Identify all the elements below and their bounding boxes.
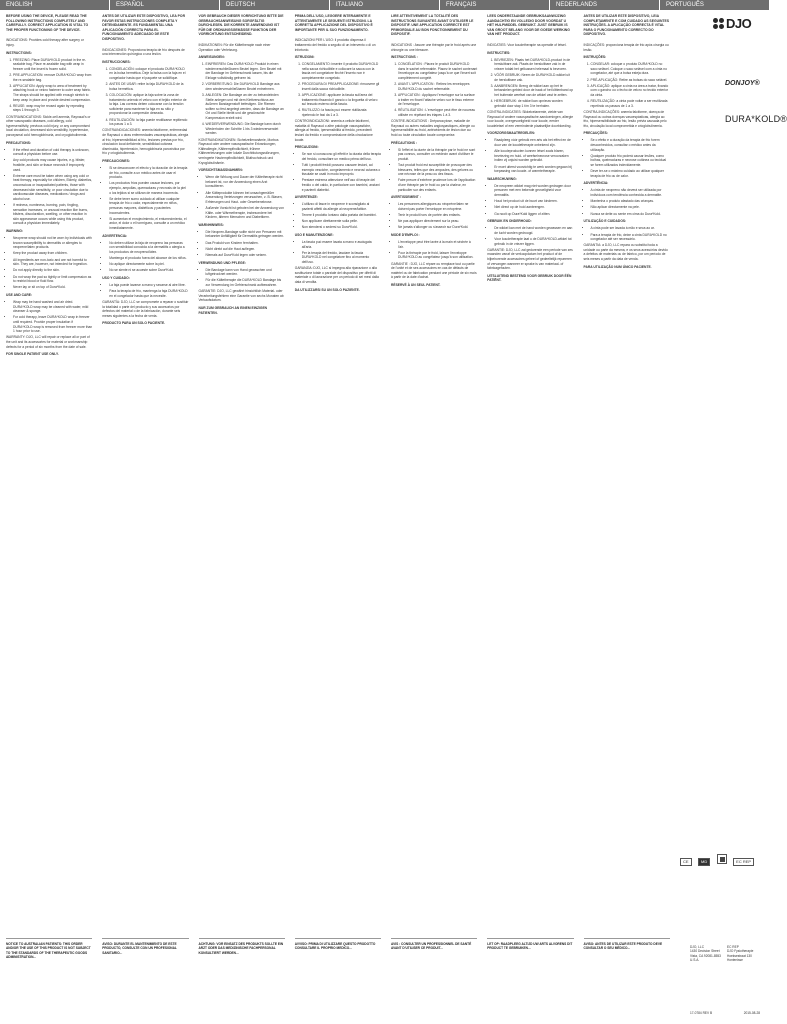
precaution-item: • Tutti i prodotti freddi possono causare lesioni, ad esempio vesciche, congelamento e necrosi cutanea o tissutale se usati in modo improprio. <box>302 163 381 177</box>
use-care-item: • Die Bandage kann von Hand gewaschen und luftgetrocknet werden. <box>206 268 285 277</box>
warnings-list <box>102 241 188 273</box>
single-patient-text: PARA UTILIZAÇÃO NUM ÚNICO PACIENTE. <box>583 264 652 269</box>
instruction-step: 3. APPLICAZIONE: applicare la fascia sull'area del trattamento fissando il gancio o la linguetta di velcro sul tessuto esterno della fascia. <box>302 93 381 107</box>
language-bar <box>0 0 770 10</box>
footer-notice <box>578 935 674 990</box>
indications-text: INDICACIONES: Proporciona terapia de frío después de una intervención quirúrgica o una lesión. <box>102 47 185 57</box>
precaution-item: • Wenn die Wirkung und Dauer der Kältetherapie nicht bekannt ist, vor der Anwendung einen Arzt konsultieren. <box>206 175 285 189</box>
single-patient-text: NUR ZUM GEBRAUCH AN EINEM EINZIGEN PATIENTEN. <box>198 306 268 315</box>
instruction-step: 2. VÓÓR GEBRUIK: Neem de DURA*KOLD-wikkel uit de hersluitbare zak. <box>494 73 573 82</box>
instruction-step: 1. CONGÉLATION : Placez le produit DURA*KOLD dans le sachet refermable. Placez le sachet contenant l'enveloppe au congélateur jusqu'à ce que l'insert soit complètement congelé. <box>398 62 477 80</box>
precautions-list <box>199 175 285 220</box>
precautions-title: PRECAUÇÕES: <box>583 131 608 136</box>
use-care-item: • Para a terapia de frio, deixe a cinta DURA*KOLD no congelador até ser necessário. <box>591 233 670 242</box>
use-care-list <box>391 240 477 260</box>
use-care-item: • Pour la thérapie par le froid, laisser l'enveloppe DURA*KOLD au congélateur jusqu'à son utilisation. <box>398 251 477 260</box>
warning-item: • Ne pas appliquer directement sur la peau. <box>398 219 477 224</box>
instruction-step: 3. APPLICATION : Appliquez l'enveloppe sur la surface à traiter en fixant l'attache velcro sur le tissu externe de l'enveloppe. <box>398 93 477 107</box>
revision-date: 2015-08-28 <box>743 1011 760 1015</box>
address-line: DJO Fysiotherapie <box>726 949 754 954</box>
warning-item: • A cinta de neopreno não deverá ser utilizada por indivíduos com tendência conhecida a dermatite. <box>591 188 670 197</box>
instruction-step: 3. APLICAÇÃO: aplique a cinta na área a tratar, fixando com o gancho ou o fecho de velcro no tecido exterior da cinta. <box>591 84 670 98</box>
column-header: VOR GEBRAUCH DIESER VORRICHTUNG BITTE DIE GEBRAUCHSANWEISUNG SORGFÄLTIG DURCHLESEN. DIE KORREKTE ANWENDUNG IST FÜR DIE ORDNUNGSGEMÄSSE FUNKTION DER VORRICHTUNG ENTSCHEIDEND. <box>198 14 284 37</box>
address-line: DJO, LLC <box>690 945 704 949</box>
precautions-list <box>584 138 670 178</box>
instruction-step: 2. ANTES DE USAR: retire la faja DURA*KOLD de la bolsa hermética. <box>109 82 188 91</box>
precautions-list <box>391 148 477 193</box>
warning-item: • Neoprene wrap should not be worn by individuals with known susceptibility to dermatitis or allergies to neoprene/latex products. <box>13 236 92 250</box>
footer-notice-text: AVISO: DURANTE EL MANTENIMIENTO DE ESTE PRODUCTO, CONSULTE CON UN PROFESIONAL SANITARIO... <box>102 938 188 974</box>
use-care-title: USO Y CUIDADO: <box>102 275 130 280</box>
warnings-list <box>6 236 92 290</box>
language-tab-french: FRANÇAIS <box>440 0 550 10</box>
column-header: LEES ONDERSTAANDE GEBRUIKSAANWIJZING AANDACHTIG EN VOLLEDIG DOOR VOORDAT U HET HULPMIDDEL GEBRUIKT. JUIST GEBRUIK IS VAN GROOT BELANG VOOR DE GOEDE WERKING VAN HET PRODUCT. <box>487 14 570 37</box>
instruction-step: 4. HERGEBRUIK: de wikkel kan opnieuw worden gebruikt door stap 1 t/m 3 te herhalen. <box>494 99 573 108</box>
instructions-list <box>199 62 285 136</box>
manufacturer-address <box>690 945 768 963</box>
footer-notice <box>96 935 192 990</box>
instructions-list <box>295 62 381 117</box>
precaution-item: • Se o efeito e a duração da terapia de frio forem desconhecidos, consultar o médico antes da utilização. <box>591 138 670 152</box>
warranty-text: GARANZIA: DJO, LLC si impegna alla riparazione o alla sostituzione totale o parziale del dispositivo per difetti di materiale o di lavorazione per un periodo di sei mesi dalla data di vendita. <box>294 266 379 285</box>
instruction-step: 4. REUTILIZACIÓN: la faja puede reutilizarse repitiendo los pasos 1 a 3. <box>109 118 188 127</box>
footer-notice-text: ACHTUNG: VOR EINSATZ DES PRODUKTS SOLLTE EIN ARZT ODER DAS MEDIZINISCHE FACHPERSONAL KONSULTIERT WERDEN... <box>199 938 285 974</box>
use-care-list <box>6 300 92 334</box>
warning-item: • Do not wrap the pad so tightly or limit compression as to restrict blood or fluid flow. <box>13 275 92 284</box>
use-care-list <box>199 268 285 288</box>
footer-notice <box>385 935 481 990</box>
instruction-step: 1. CONGELAR: coloque o produto DURA*KOLD no saco selável. Coloque o saco selável com a cinta no congelador, até que a bolsa esteja dura. <box>591 62 670 76</box>
column-header: ANTES DE UTILIZAR ESTE DISPOSITIVO, LEA POR FAVOR ESTAS INSTRUCCIONES COMPLETA Y DETENIDAMENTE. ES FUNDAMENTAL UNA APLICACIÓN CORRECTA PARA EL FUNCIONAMIENTO ADECUADO DE ESTE DISPOSITIVO. <box>102 14 186 41</box>
footer-notice <box>193 935 289 990</box>
precaution-item: • Se non si conoscono gli effetti e la durata della terapia del freddo, consultare un medico prima dell'uso. <box>302 152 381 161</box>
instruction-step: 2. PRÉ-APLICAÇÃO: Retire as bolsas do saco selável. <box>591 78 670 83</box>
precautions-title: PRÉCAUTIONS : <box>391 140 418 145</box>
use-care-item: • L'enveloppe peut être lavée à la main et séchée à l'air. <box>398 240 477 249</box>
instructions-title: ANWEISUNGEN: <box>198 55 225 60</box>
contraindications-text: CONTRE-INDICATIONS : Drépanocytose, maladie de Raynaud ou autres maladies angiospastiques, allergie ou hypersensibilité au froid, antécédents de lésion due au froid ou toute circulation locale compromise. <box>391 119 475 137</box>
warning-item: • Tenir le produit hors de portée des enfants. <box>398 213 477 218</box>
precaution-item: • Extreme care must be taken when using any cold or heat therapy, especially for children, Elderly, diabetics, unconscious or incapacitated patients, those with decreased skin sensitivity, or poor circulation due to cardiovascular diseases, medications / drugs and alcohol use. <box>13 174 92 202</box>
use-care-list <box>487 226 573 246</box>
instruction-step: 1. CONGELAMENTO: inserire il prodotto DURA*KOLD nella sacca richiudibile e collocare la sacca con la fascia nel congelatore finché l'inserto non è completamente congelato. <box>302 62 381 80</box>
warning-item: • Não aplicar directamente na pele. <box>591 205 670 210</box>
language-tab-portuguese: PORTUGUÊS <box>660 0 770 10</box>
djo-logo <box>713 16 751 31</box>
warranty-text: GARANTIE: DJO, LLC zal gedurende een periode van zes maanden vanaf de verkoopdatum het product of de bijbehorende accessoires geheel of gedeeltelijk repareren of vervangen wanneer er sprake is van materiaal- of fabricagefouten. <box>487 247 573 271</box>
footer-notice-text: LET OP: RAADPLEEG ALTIJD UW ARTS ALVORENS DIT PRODUCT TE GEBRUIKEN... <box>487 938 573 974</box>
precaution-item: • Si se desconocen el efecto y la duración de la terapia de frío, consulte a un médico antes de usar el producto. <box>109 166 188 180</box>
single-patient-text: FOR SINGLE PATIENT USE ONLY. <box>6 352 59 357</box>
use-care-item: • A cinta pode ser lavada à mão e seca ao ar. <box>591 226 670 231</box>
language-column <box>481 14 577 894</box>
warning-item: • No aplique directamente sobre la piel. <box>109 262 188 267</box>
contraindications-text: CONTRAINDICATIONS: Sickle-cell anemia, Raynaud's or other vasospastic diseases, cold allergy, cold hypersensitivity, previous cold injury, or any compromised local circulation, decreased skin sensibility, hypertension, paroxysmal cold hemoglobinuria, and cryoglobulinemia. <box>6 114 91 137</box>
contraindications-text: CONTRA-INDICATIES: Sikkelcelanemie, ziekte van Raynaud of andere vasospastische aandoeningen, allergie voor koude, overgevoeligheid voor koude, eerder koudeletsel of een verminderde plaatselijke doorbloeding. <box>487 109 574 128</box>
instruction-step: 3. APPLICATION: Apply wrap to area of treatment by attaching hook or velcro fastener to outer wrap fabric. The straps should be applied with enough stretch to keep wrap in place and provide desired compression. <box>13 84 92 102</box>
address-line: Hoeksestraat 130 <box>726 953 752 958</box>
footer-notice <box>481 935 577 990</box>
instruction-columns <box>0 14 770 894</box>
footer-notice-text: NOTICE TO AUSTRALIAN PATIENTS: THIS ORDER AND/OR THE USE OF THIS PRODUCT IS NOT SUBJECT TO THE STANDARDS OF THE THERAPEUTIC GOODS ADMINISTRATION... <box>6 938 92 974</box>
warning-item: • Tenere il prodotto lontano dalla portata dei bambini. <box>302 213 381 218</box>
warning-item: • No se siente ni se acueste sobre Dura*Kold. <box>109 268 188 273</box>
precaution-item: • Faire preuve d'extrême prudence lors de l'application d'une thérapie par le froid ou par la chaleur, en particulier sur des enfants. <box>398 178 477 192</box>
contraindications-text: CONTROINDICAZIONI: anemia a cellule falciformi, malattia di Raynaud o altre patologie vasospastiche, allergia al freddo, ipersensibilità al freddo, precedenti lesioni da freddo e compromissione della circolazione locale. <box>294 119 373 142</box>
precaution-item: • Prestare estrema attenzione nell'uso di terapie del freddo o del caldo, in particolare con bambini, anziani e pazienti diabetici. <box>302 178 381 192</box>
use-care-item: • Para la terapia de frío, mantenga la faja DURA*KOLD en el congelador hasta que la necesite. <box>109 289 188 298</box>
single-patient-text: DA UTILIZZARSI SU UN SOLO PAZIENTE. <box>294 287 360 292</box>
use-care-title: GEBRUIK EN ONDERHOUD: <box>487 219 532 224</box>
warning-item: • Mantenga el producto fuera del alcance de los niños. <box>109 256 188 261</box>
contraindications-text: CONTRAINDICACIONES: anemia falciforme, enfermedad de Raynaud u otras enfermedades vasoespásticas, alergia al frío, hipersensibilidad al frío, lesiones previas por frío, circulación local deficiente, sensibilidad cutánea disminuida, hipertensión, hemoglobinuria paroxística por frío y crioglobulinemia. <box>102 128 189 156</box>
part-number-line <box>0 1011 770 1015</box>
warranty-text: GARANTIE : DJO, LLC répare ou remplace tout ou partie de l'unité et de ses accessoires en cas de défauts de matériel ou de fabrication pendant une période de six mois à partir de la date d'achat. <box>391 261 477 280</box>
warranty-text: GARANTÍA: DJO, LLC se compromete a reparar o sustituir la totalidad o parte del producto y sus accesorios por defectos del material o de la fabricación, durante seis meses siguientes a la fecha de venta. <box>102 300 189 318</box>
warnings-list <box>487 184 573 216</box>
warning-item: • All ingredients are non-toxic and are not harmful to skin. They are, however, not intended for ingestion. <box>13 258 92 267</box>
language-tab-german: DEUTSCH <box>220 0 330 10</box>
product-name: DURA*KOLD® <box>725 114 787 124</box>
instructions-list <box>487 58 573 109</box>
address-line: 1430 Decision Street <box>690 949 720 954</box>
warnings-list <box>391 202 477 230</box>
warning-title: ADVERTENCIA: <box>102 233 128 238</box>
precaution-item: • Los productos fríos pueden causar lesiones, por ejemplo, ampollas, quemaduras y necrosis de la piel o los tejidos si se utilizan de manera incorrecta. <box>109 181 188 195</box>
instruction-step: 4. REUSE: wrap may be reused again by repeating steps 1 through 3. <box>13 104 92 113</box>
footer-notice-text: AVVISO: PRIMA DI UTILIZZARE QUESTO PRODOTTO CONSULTARE IL PROPRIO MEDICO... <box>295 938 381 974</box>
indications-text: INDICAÇÕES: proporciona terapia de frio após cirurgia ou lesão. <box>583 42 669 52</box>
use-care-item: • La faja puede lavarse a mano y secarse al aire libre. <box>109 283 188 288</box>
use-care-title: UTILIZAÇÃO E CUIDADOS: <box>583 219 627 224</box>
precautions-title: VORSICHTSMASSNAHMEN: <box>198 168 243 173</box>
warning-item: • Ga nooit op Dura*Kold liggen of zitten. <box>494 212 573 217</box>
warning-item: • Keep the product away from children. <box>13 251 92 256</box>
contraindications-text: CONTRA-INDICAÇÕES: anemia falciforme, doença de Raynaud ou outras doenças vasoespásticas, alergia ao frio, hipersensibilidade ao frio, lesão prévia causada pelo frio, circulação local comprometida e crioglobulinemia. <box>583 109 667 128</box>
language-column <box>578 14 674 894</box>
regulatory-symbols <box>680 850 760 868</box>
warnings-list <box>584 188 670 216</box>
instructions-list <box>6 58 92 113</box>
instruction-step: 4. REUTILIZAÇÃO: a cinta pode voltar a ser reutilizada repetindo os passos de 1 a 3. <box>591 99 670 108</box>
address-line: U.S.A. <box>690 958 700 963</box>
md-mark: MD <box>698 858 710 866</box>
column-header: PRIMA DELL'USO, LEGGERE INTERAMENTE E ATTENTAMENTE LE SEGUENTI ISTRUZIONI. LA CORRETTA APPLICAZIONE DEL DISPOSITIVO È IMPORTANTE PER IL SUO FUNZIONAMENTO. <box>294 14 373 32</box>
precaution-item: • Alle koudeproducten kunnen letsel zoals blaren, bevriezing en huid- of weefselnecrose veroorzaken indien zij onjuist worden gebruikt. <box>494 149 573 163</box>
indications-text: INDICATIONS: Provides cold therapy after surgery or injury. <box>6 38 84 47</box>
instructions-list <box>391 62 477 117</box>
instruction-step: 2. VORBEREITUNG: Die DURA*KOLD Bandage aus dem wiederverschließbaren Beutel entnehmen. <box>206 82 285 91</box>
instruction-step: 1. BEVRIEZEN: Plaats het DURA*KOLD-product in de hersluitbare zak. Plaats de hersluitbare zak in de vriezer totdat het gelkussen helemaal is bevroren. <box>494 58 573 72</box>
use-care-title: USO E MANUTENZIONE: <box>294 233 334 237</box>
contraindications-text: KONTRAINDIKATIONEN: Sichelzellenanämie, Morbus Raynaud oder andere vasospastische Erkrankungen, Kälteallergie, Kälteempfindlichkeit, frühere Kälteverletzungen oder lokale Durchblutungsstörungen, verringerte Hautempfindlichkeit, Bluthochdruck und Kryoglobulinämie. <box>198 137 280 165</box>
precaution-item: • Alle Kälteprodukte können bei unsachgemäßer Anwendung Verletzungen verursachen, z. B. Blasen, Erfrierungen und Haut- oder Gewebenekrose. <box>206 191 285 205</box>
instructions-title: INSTRUÇÕES: <box>583 55 607 60</box>
language-column <box>193 14 289 894</box>
address-line: Hontenisse <box>726 958 743 963</box>
precaution-item: • Qualquer produto frio poderá causar lesões, como bolhas, queimaduras e necrose cutânea ou tecidual se forem utilizados indevidamente. <box>591 154 670 168</box>
use-care-title: MODE D'EMPLOI : <box>391 233 420 237</box>
warning-item: • Mantenha o produto afastado das crianças. <box>591 199 670 204</box>
warning-item: • Niet direct op de huid aanbrengen. <box>494 205 573 210</box>
language-column <box>385 14 481 894</box>
warranty-text: GARANTIE: DJO, LLC gewährt hinsichtlich Material- oder Verarbeitungsfehlern eine Garantie von sechs Monaten ab Verkaufsdatum. <box>198 289 284 303</box>
instruction-step: 4. WIEDERVERWENDUNG: Die Bandage kann durch Wiederholen der Schritte 1 bis 3 wiederverwendet werden. <box>206 122 285 136</box>
instructions-list <box>102 67 188 127</box>
single-patient-text: UITSLUITEND BESTEMD VOOR GEBRUIK DOOR ÉÉN PATIËNT. <box>487 273 572 283</box>
use-care-title: USE AND CARE: <box>6 292 33 297</box>
instructions-title: INSTRUCCIONES: <box>102 59 131 64</box>
precautions-list <box>6 148 92 226</box>
footer-notice-text: AVIS : CONSULTER UN PROFESSIONNEL DE SANTÉ AVANT D'UTILISER CE PRODUIT... <box>391 938 477 974</box>
use-care-list <box>295 240 381 265</box>
warning-item: • Houd het product uit de buurt van kinderen. <box>494 199 573 204</box>
warning-title: WARNING: <box>6 228 24 233</box>
use-care-title: VERWENDUNG UND PFLEGE: <box>198 260 246 265</box>
use-care-item: • La fascia può essere lavata a mano e asciugata all'aria. <box>302 240 381 249</box>
precaution-item: • Er moet uiterst voorzichtig te werk worden gegaan bij toepassing van koude- of warmtetherapie. <box>494 165 573 174</box>
part-number: 17-0784 REV B <box>690 1011 713 1015</box>
warning-item: • Ne jamais s'allonger ou s'asseoir sur Dura*Kold. <box>398 225 477 230</box>
precaution-item: • Äußerste Vorsicht ist geboten bei der Anwendung von Kälte- oder Wärmetherapie, insbesondere bei Kindern, älteren Menschen und Diabetikern. <box>206 206 285 220</box>
column-header: BEFORE USING THE DEVICE, PLEASE READ THE FOLLOWING INSTRUCTIONS COMPLETELY AND CAREFULLY. CORRECT APPLICATION IS VITAL TO THE PROPER FUNCTIONING OF THE DEVICE. <box>6 14 89 32</box>
warning-item: • Do not apply directly to the skin. <box>13 268 92 273</box>
indications-text: INDIKATIONEN: Für die Kältetherapie nach einer Operation oder Verletzung. <box>198 42 271 52</box>
precautions-list <box>102 166 188 231</box>
precaution-item: • Si aumentan el enrojecimiento, el entumecimiento, el ardor, el dolor o el hormigueo, consulte a un médico inmediatamente. <box>109 217 188 231</box>
precaution-item: • Any cold products may cause injuries, e.g. blister, frostbite, and skin or tissue necrosis if improperly used. <box>13 158 92 172</box>
instruction-step: 4. RIUTILIZZO: la fascia può essere riutilizzata ripetendo le fasi da 1 a 3. <box>302 108 381 117</box>
use-care-item: • Voor koudetherapie laat u de DURA*KOLD-wikkel tot gebruik in de vriezer liggen. <box>494 237 573 246</box>
warning-item: • Non stendersi o sedersi su Dura*Kold. <box>302 225 381 230</box>
footer-notice <box>289 935 385 990</box>
footer-notice-text: AVISO: ANTES DE UTILIZAR ESTE PRODUTO DEVE CONSULTAR O SEU MÉDICO... <box>584 938 670 974</box>
column-header: ANTES DE UTILIZAR ESTE DISPOSITIVO, LEIA COMPLETAMENTE E COM CUIDADO AS SEGUINTES INSTRUÇÕES. A APLICAÇÃO CORRECTA É VITAL PARA O FUNCIONAMENTO CORRECTO DO DISPOSITIVO. <box>583 14 670 37</box>
indications-text: INDICAZIONI PER L'USO: il prodotto dispensa il trattamento del freddo a seguito di un intervento o di un infortunio. <box>294 38 376 52</box>
warning-item: • Nicht direkt auf die Haut auflegen. <box>206 247 285 252</box>
address-line: Vista, CA 92081-8553 <box>690 953 721 958</box>
warning-title: AVERTISSEMENT : <box>391 195 421 200</box>
instruction-step: 2. PRE-APPLICATION: remove DURA*KOLD wrap from the re-sealable bag. <box>13 73 92 82</box>
warning-item: • De neopreen wikkel mag niet worden gedragen door personen met een bekende gevoeligheid voor dermatitis. <box>494 184 573 198</box>
warranty-text: GARANTIA: a DJO, LLC repara ou substitui toda a unidade ou parte da mesma, e os seus acessórios devido a defeitos de materiais ou de fabrico, por um período de seis meses a partir da data de venda. <box>583 243 668 262</box>
ce-mark: CE <box>680 858 692 866</box>
donjoy-brand: DONJOY® <box>725 80 760 87</box>
language-tab-dutch: NEDERLANDS <box>550 0 660 10</box>
warnings-list <box>199 230 285 258</box>
column-header: LIRE ATTENTIVEMENT LA TOTALITÉ DES INSTRUCTIONS SUIVANTES AVANT D'UTILISER LE DISPOSITIF. UNE APPLICATION CORRECTE EST PRIMORDIALE AU BON FONCTIONNEMENT DU DISPOSITIF. <box>391 14 474 37</box>
use-care-list <box>584 226 670 241</box>
precaution-item: • Se debe tener sumo cuidado al utilizar cualquier terapia de frío o calor, especialmente en niños, personas mayores, diabéticos y pacientes inconscientes. <box>109 197 188 215</box>
warning-title: WAARSCHUWING: <box>487 176 517 181</box>
instruction-step: 1. EINFRIEREN: Das DURA*KOLD Produkt in einen wiederverschließbaren Beutel legen. Den Beutel mit der Bandage im Gefrierschrank lassen, bis die Einlage vollständig gefroren ist. <box>206 62 285 80</box>
use-care-list <box>102 283 188 298</box>
instruction-step: 3. AANBRENGEN: Breng de wikkel aan op het te behandelen gebied door de haak of het klittenband op het buitenste weefsel van de wikkel vast te zetten. <box>494 84 573 98</box>
manufacturer-icon <box>717 854 727 864</box>
use-care-item: • Für die Kältetherapie die DURA*KOLD Bandage bis zur Verwendung im Gefrierschrank aufbewahren. <box>206 278 285 287</box>
warning-title: ADVERTÊNCIA: <box>583 181 609 186</box>
instruction-step: 2. PROCEDURA DI PREAPPLICAZIONE: rimuovere gli inserti dalla sacca richiudibile. <box>302 82 381 91</box>
ec-rep-mark: EC REP <box>733 858 754 866</box>
warning-item: • Niemals auf Dura*Kold legen oder setzen. <box>206 253 285 258</box>
instruction-step: 1. CONGELACIÓN: coloque el producto DURA*KOLD en la bolsa hermética. Deje la bolsa con la faja en el congelador hasta que el paquete se solidifique. <box>109 67 188 81</box>
use-care-item: • Per la terapia del freddo, lasciare la fascia DURA*KOLD nel congelatore fino al momento dell'uso. <box>302 251 381 265</box>
warning-item: • No deben utilizar la faja de neopreno las personas con sensibilidad conocida a la dermatitis o alergia a los productos de neopreno/látex. <box>109 241 188 255</box>
precaution-item: • Deve ter-se o máximo cuidado ao utilizar qualquer terapia de frio ou de calor. <box>591 169 670 178</box>
instructions-title: INSTRUCTIONS : <box>391 55 418 60</box>
brand-panel <box>673 14 787 124</box>
language-column <box>0 14 96 894</box>
precaution-item: • Tout produit froid est susceptible de provoquer des blessures, telles que des ampoules, des gelures ou une nécrose de la peau ou des tissus. <box>398 163 477 177</box>
use-care-item: • For cold therapy, leave DURA*KOLD wrap in freezer until required. Provide proper insulation if DURA*KOLD wrap is removed from freezer more than 1 hour prior to use. <box>13 315 92 333</box>
warranty-text: WARRANTY: DJO, LLC will repair or replace all or part of the unit and its accessories for material or workmanship defects for a period of six months from the date of sale. <box>6 335 90 349</box>
precautions-list <box>295 152 381 192</box>
warning-item: • Never lay or sit on top of Dura*Kold. <box>13 285 92 290</box>
instruction-step: 1. FREEZING: Place DURA*KOLD product in the re-sealable bag. Place re-sealable bag with wrap in freezer until the insert is frozen solid. <box>13 58 92 72</box>
indications-text: INDICATIES: Voor koudetherapie na operatie of letsel. <box>487 42 567 47</box>
single-patient-text: PRODUCTO PARA UN SOLO PACIENTE. <box>102 321 166 326</box>
warning-title: WARNHINWEIS: <box>198 222 224 227</box>
precaution-item: • Raadpleeg vóór gebruik een arts als het effect en de duur van de koudetherapie onbekend zijn. <box>494 138 573 147</box>
warning-title: AVVERTENZE: <box>294 195 318 200</box>
single-patient-text: RÉSERVÉ À UN SEUL PATIENT. <box>391 283 441 288</box>
use-care-item: • Wrap may be hand washed and air dried. DURA*KOLD wrap may be cleaned with water, mild cleanser & sponge. <box>13 300 92 314</box>
precaution-item: • Si l'effet et la durée de la thérapie par le froid ne sont pas connus, consulter un médecin avant d'utiliser le produit. <box>398 148 477 162</box>
warning-item: • L'utilizzo di fasce in neoprene è sconsigliato ai pazienti affetti da allergie al neoprene/lattice. <box>302 202 381 211</box>
warning-item: • Die Neopren-Bandage sollte nicht von Personen mit bekannter Anfälligkeit für Dermatitis getragen werden. <box>206 230 285 239</box>
warning-item: • Nunca se deite ou sente em cima do Dura*Kold. <box>591 212 670 217</box>
warnings-list <box>295 202 381 230</box>
instruction-step: 2. AVANT L'APPLICATION : Retirez les enveloppes DURA*KOLD du sachet refermable. <box>398 82 477 91</box>
footer-notices <box>0 935 770 990</box>
instruction-step: 3. COLOCACIÓN: aplique la faja sobre la zona de tratamiento uniendo el velcro con el tejido exterior de la faja. Las correas deben colocarse con la tensión suficiente para mantener la faja en su sitio y proporcionar la compresión deseada. <box>109 93 188 116</box>
instructions-title: INSTRUCTIES: <box>487 50 511 55</box>
precaution-item: • If the effect and duration of cold therapy is unknown, consult a physician before use. <box>13 148 92 157</box>
use-care-item: • De wikkel kan met de hand worden gewassen en aan de lucht worden gedroogd. <box>494 226 573 235</box>
warning-item: • Das Produkt von Kindern fernhalten. <box>206 241 285 246</box>
manufacturer-left <box>690 945 721 963</box>
warning-item: • Les personnes allergiques au néoprène/latex ne doivent pas porter l'enveloppe en néoprène. <box>398 202 477 211</box>
footer-notice <box>0 935 96 990</box>
precautions-list <box>487 138 573 173</box>
precautions-title: PRECAUTIONS: <box>6 140 32 145</box>
instructions-title: INSTRUCTIONS: <box>6 50 32 55</box>
instructions-title: ISTRUZIONI: <box>294 55 315 60</box>
precautions-title: PRECAUZIONI: <box>294 145 319 150</box>
language-column <box>96 14 192 894</box>
language-tab-italian: ITALIANO <box>330 0 440 10</box>
indications-text: INDICATIONS : Assure une thérapie par le froid après une chirurgie ou une blessure. <box>391 42 477 52</box>
precaution-item: • If redness, numbness, burning, pain, tingling, sensation increases, or unusual reaction like burns, blisters, discoloration, swelling, or other reaction in skin appearance occurs while using this product, consult a physician immediately. <box>13 203 92 226</box>
language-column <box>289 14 385 894</box>
language-tab-english: ENGLISH <box>0 0 110 10</box>
address-line: EC REP <box>726 945 739 949</box>
instructions-list <box>584 62 670 108</box>
precautions-title: VOORZORGSMAATREGELEN: <box>487 131 535 136</box>
instruction-step: 4. RÉUTILISATION : L'enveloppe peut être de nouveau utilisée en répétant les étapes 1 à 3. <box>398 108 477 117</box>
instruction-step: 3. ANLEGEN: Die Bandage an der zu behandelnden Stelle anlegen und mit dem Klettverschluss am äußeren Bandagenstoff befestigen. Die Riemen sollten so fest angelegt werden, dass die Bandage an Ort und Stelle bleibt und die gewünschte Kompression erzielt wird. <box>206 93 285 121</box>
djo-logo-icon <box>713 18 725 30</box>
language-tab-spanish: ESPAÑOL <box>110 0 220 10</box>
manufacturer-right <box>727 945 753 963</box>
warning-item: • Non applicare direttamente sulla pelle. <box>302 219 381 224</box>
djo-logo-text: DJO <box>726 16 752 31</box>
precautions-title: PRECAUCIONES: <box>102 158 130 163</box>
